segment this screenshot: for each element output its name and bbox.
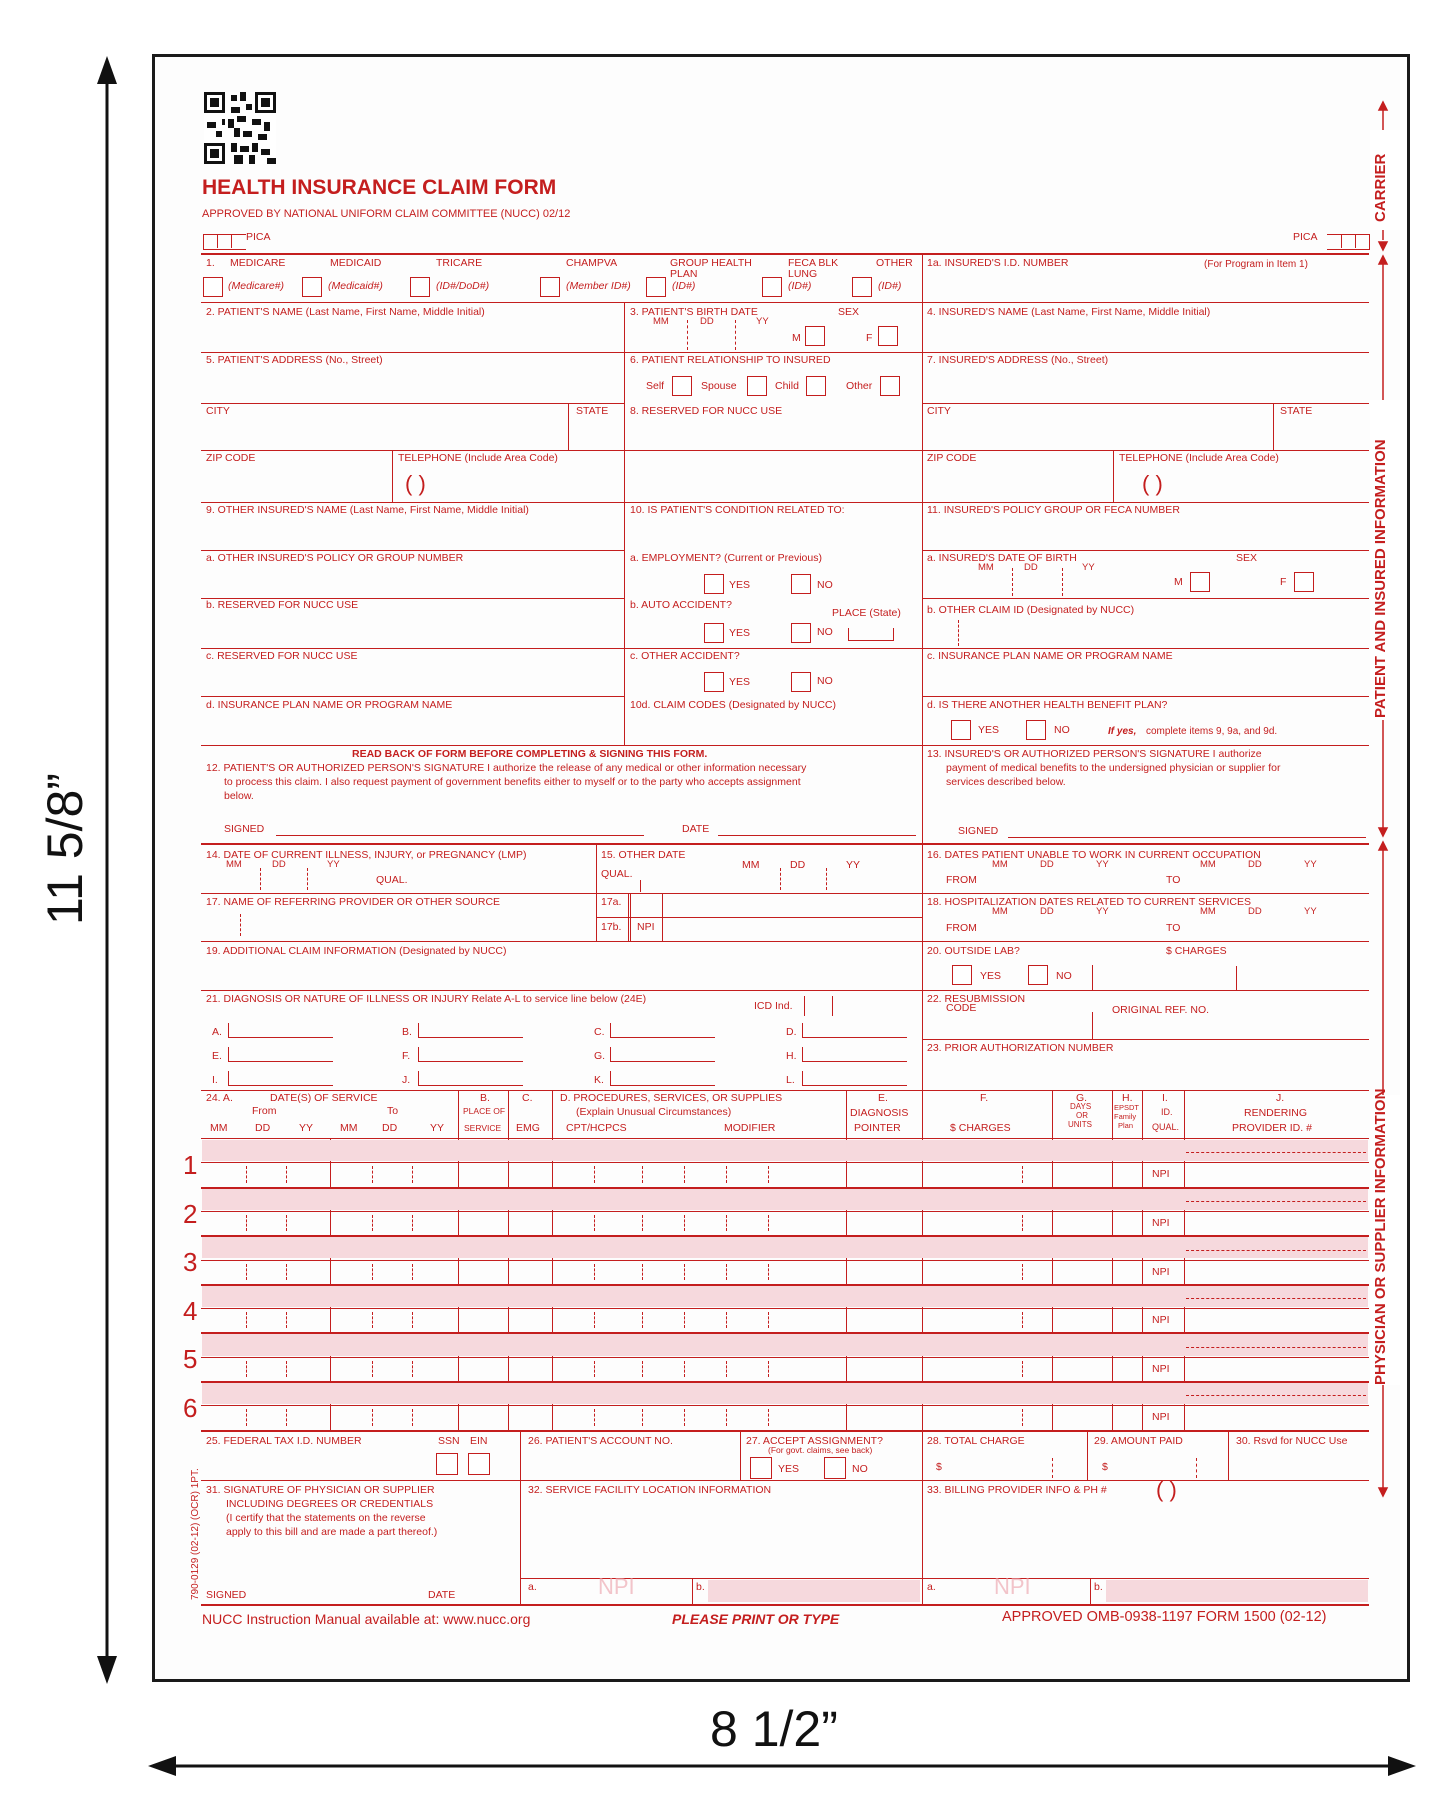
height-dimension-label: 11 5/8”: [37, 773, 93, 925]
patient-zip-label: ZIP CODE: [206, 452, 256, 464]
auto-yes: YES: [729, 627, 751, 639]
feca-checkbox[interactable]: [762, 277, 782, 297]
f14-mm: MM: [226, 859, 242, 870]
sig12-line1: 12. PATIENT'S OR AUTHORIZED PERSON'S SIGNATURE I authorize the release of any medical or other information necessary: [206, 762, 807, 774]
diagnosis-letter: H.: [786, 1050, 797, 1062]
other-claim-id-label: b. OTHER CLAIM ID (Designated by NUCC): [927, 604, 1135, 616]
col-j3: PROVIDER ID. #: [1232, 1122, 1312, 1134]
col-i2: ID.: [1161, 1107, 1173, 1117]
other-policy-label: a. OTHER INSURED'S POLICY OR GROUP NUMBER: [206, 552, 464, 564]
patient-female-checkbox[interactable]: [878, 326, 898, 346]
f14-qual: QUAL.: [376, 874, 408, 886]
sig31-line2: INCLUDING DEGREES OR CREDENTIALS: [226, 1498, 434, 1510]
f17b-label: 17b.: [601, 921, 622, 933]
insured-id-label: 1a. INSURED'S I.D. NUMBER: [927, 257, 1069, 269]
pica-left-boxes[interactable]: [203, 234, 246, 250]
col-g4: UNITS: [1068, 1120, 1092, 1129]
service-line-number: 2: [183, 1198, 198, 1229]
sig13-line2: payment of medical benefits to the undersigned physician or supplier for: [946, 762, 1281, 774]
sig13-line3: services described below.: [946, 776, 1066, 788]
col-j2: RENDERING: [1244, 1107, 1308, 1119]
billing-b: b.: [1094, 1581, 1103, 1593]
employment-label: a. EMPLOYMENT? (Current or Previous): [630, 552, 822, 564]
patient-side-label: PATIENT AND INSURED INFORMATION: [1372, 439, 1389, 718]
service-line-npi-label: NPI: [1152, 1216, 1170, 1229]
outside-lab-label: 20. OUTSIDE LAB?: [927, 945, 1020, 957]
service-line-npi-label: NPI: [1152, 1411, 1170, 1424]
f17b-npi: NPI: [637, 921, 655, 933]
col-f: F.: [980, 1092, 989, 1104]
diagnosis-field[interactable]: [802, 1071, 907, 1086]
col-f2: $ CHARGES: [950, 1122, 1011, 1134]
accept-assignment-label: 27. ACCEPT ASSIGNMENT?: [746, 1435, 883, 1447]
patient-name-label: 2. PATIENT'S NAME (Last Name, First Name, Middle Initial): [206, 306, 485, 318]
sig12-line2: to process this claim. I also request payment of government benefits either to myself or to the party who accepts assignment: [224, 776, 801, 788]
if-yes-note: complete items 9, 9a, and 9d.: [1146, 726, 1278, 737]
diagnosis-letter: K.: [594, 1074, 604, 1086]
prior-auth-label: 23. PRIOR AUTHORIZATION NUMBER: [927, 1042, 1114, 1054]
original-ref-label: ORIGINAL REF. NO.: [1112, 1004, 1210, 1016]
width-dimension-label: 8 1/2”: [710, 1701, 838, 1757]
additional-info-label: 19. ADDITIONAL CLAIM INFORMATION (Designated by NUCC): [206, 945, 507, 957]
col-from-dd: DD: [255, 1122, 271, 1134]
group-health-plan-label: GROUP HEALTH PLAN: [670, 257, 752, 280]
form-code-label: 790-0129 (02-12) (OCR) 1PT.: [190, 1468, 201, 1600]
col-g: G.: [1076, 1092, 1088, 1104]
service-line-supplemental-shade[interactable]: [202, 1140, 1368, 1161]
col-from-mm: MM: [210, 1122, 228, 1134]
billing-a: a.: [927, 1581, 936, 1593]
patient-city-label: CITY: [206, 405, 230, 417]
rel-other: Other: [846, 380, 873, 392]
sig31-line3: (I certify that the statements on the reverse: [226, 1512, 426, 1524]
diagnosis-field[interactable]: [418, 1023, 523, 1038]
carrier-side-label: CARRIER: [1372, 153, 1389, 222]
diagnosis-field[interactable]: [802, 1047, 907, 1062]
outside-lab-yes: YES: [980, 970, 1002, 982]
col-24a: 24. A.: [206, 1092, 233, 1104]
idob-yy: YY: [1082, 562, 1095, 573]
other-date-label: 15. OTHER DATE: [601, 849, 686, 861]
resubmission-code-label: CODE: [946, 1002, 977, 1014]
service-line-number: 1: [183, 1150, 198, 1180]
bd-mm: MM: [653, 316, 669, 327]
outside-lab-no: NO: [1056, 970, 1072, 982]
f15-yy: YY: [846, 859, 861, 871]
current-illness-label: 14. DATE OF CURRENT ILLNESS, INJURY, or PREGNANCY (LMP): [206, 849, 527, 861]
service-line-number: 3: [183, 1247, 198, 1278]
f16-to-yy: YY: [1304, 859, 1317, 870]
insured-city-label: CITY: [927, 405, 951, 417]
diagnosis-field[interactable]: [418, 1047, 523, 1062]
service-line-npi-label: NPI: [1152, 1362, 1170, 1375]
service-line-entry[interactable]: [202, 1358, 1368, 1380]
col-h4: Plan: [1118, 1121, 1134, 1130]
diagnosis-field[interactable]: [802, 1023, 907, 1038]
other-accident-no-checkbox[interactable]: [791, 672, 811, 692]
col-d: D. PROCEDURES, SERVICES, OR SUPPLIES: [560, 1092, 783, 1104]
for-program-label: (For Program in Item 1): [1204, 259, 1308, 270]
patient-sex-label: SEX: [838, 306, 860, 318]
service-line-entry[interactable]: [202, 1261, 1368, 1283]
col-h3: Family: [1114, 1112, 1137, 1121]
service-line-entry[interactable]: [202, 1212, 1368, 1234]
col-cpt: CPT/HCPCS: [566, 1122, 627, 1134]
service-line-npi-label: NPI: [1152, 1168, 1170, 1181]
other-accident-no: NO: [817, 675, 833, 687]
col-h: H.: [1122, 1092, 1133, 1104]
col-c: C.: [522, 1092, 533, 1104]
insured-male-checkbox[interactable]: [1190, 572, 1210, 592]
insured-address-label: 7. INSURED'S ADDRESS (No., Street): [927, 354, 1109, 366]
idob-mm: MM: [978, 562, 994, 573]
auto-no-checkbox[interactable]: [791, 623, 811, 643]
feca-id: (ID#): [788, 280, 812, 292]
col-to: To: [387, 1105, 399, 1117]
diagnosis-letter: J.: [402, 1074, 411, 1086]
sig13-line1: 13. INSURED'S OR AUTHORIZED PERSON'S SIGNATURE I authorize: [927, 748, 1262, 760]
patient-sex-m: M: [792, 332, 801, 344]
insured-zip-label: ZIP CODE: [927, 452, 977, 464]
rel-other-checkbox[interactable]: [880, 376, 900, 396]
outside-lab-yes-checkbox[interactable]: [952, 965, 972, 985]
billing-area-code-paren: ( ): [1156, 1477, 1177, 1502]
icd-ind-label: ICD Ind.: [754, 1000, 793, 1012]
patient-sex-f: F: [866, 332, 873, 344]
col-emg: EMG: [516, 1122, 540, 1134]
outside-lab-charges-label: $ CHARGES: [1166, 945, 1227, 957]
other-accident-yes-checkbox[interactable]: [704, 672, 724, 692]
group-health-id: (ID#): [672, 280, 696, 292]
col-e3: POINTER: [854, 1122, 901, 1134]
f18-from-mm: MM: [992, 906, 1008, 917]
accept-yes-checkbox[interactable]: [750, 1457, 772, 1479]
medicaid-label: MEDICAID: [330, 257, 382, 269]
service-line-number: 6: [183, 1393, 198, 1423]
diagnosis-letter: D.: [786, 1026, 797, 1038]
employment-yes-checkbox[interactable]: [704, 574, 724, 594]
f17a-label: 17a.: [601, 896, 622, 908]
sig31-date: DATE: [428, 1589, 456, 1601]
amount-paid-dollar: $: [1102, 1461, 1108, 1473]
accept-assignment-note: (For govt. claims, see back): [768, 1445, 873, 1455]
other-program-id: (ID#): [878, 280, 902, 292]
diagnosis-letter: F.: [402, 1050, 411, 1062]
diagnosis-label: 21. DIAGNOSIS OR NATURE OF ILLNESS OR INJURY Relate A-L to service line below (24E): [206, 993, 647, 1005]
col-g3: OR: [1076, 1111, 1088, 1120]
footer-print-or-type: PLEASE PRINT OR TYPE: [672, 1611, 840, 1627]
accept-no-checkbox[interactable]: [824, 1457, 846, 1479]
outside-lab-no-checkbox[interactable]: [1028, 965, 1048, 985]
rel-spouse: Spouse: [701, 380, 737, 392]
reserved-9c-label: c. RESERVED FOR NUCC USE: [206, 650, 358, 662]
col-h2: EPSDT: [1114, 1103, 1140, 1112]
col-b: B.: [480, 1092, 490, 1104]
insured-sex-f: F: [1280, 576, 1287, 588]
rel-child: Child: [775, 380, 799, 392]
total-charge-label: 28. TOTAL CHARGE: [927, 1435, 1025, 1447]
sig12-signature-line[interactable]: [276, 835, 644, 836]
claim-codes-label: 10d. CLAIM CODES (Designated by NUCC): [630, 699, 836, 711]
diagnosis-field[interactable]: [610, 1047, 715, 1062]
accept-no: NO: [852, 1463, 868, 1475]
approved-nucc: APPROVED BY NATIONAL UNIFORM CLAIM COMMITTEE (NUCC) 02/12: [202, 208, 571, 220]
diagnosis-letter: G.: [594, 1050, 606, 1062]
col-from: From: [252, 1105, 277, 1117]
sig12-date-label: DATE: [682, 823, 710, 835]
col-i: I.: [1162, 1092, 1168, 1104]
ssn-checkbox[interactable]: [436, 1453, 458, 1475]
f16-from-dd: DD: [1040, 859, 1054, 870]
service-line-number: 5: [183, 1344, 198, 1375]
f15-dd: DD: [790, 859, 806, 871]
medicare-label: MEDICARE: [230, 257, 286, 269]
patient-area-code-paren: ( ): [405, 471, 426, 496]
sig31-line4: apply to this bill and are made a part thereof.): [226, 1526, 438, 1538]
service-line-supplemental-shade[interactable]: [202, 1383, 1368, 1404]
another-plan-no: NO: [1054, 724, 1070, 736]
facility-location-label: 32. SERVICE FACILITY LOCATION INFORMATION: [528, 1484, 772, 1496]
service-line-supplemental-shade[interactable]: [202, 1237, 1368, 1258]
service-line-npi-label: NPI: [1152, 1265, 1170, 1278]
champva-label: CHAMPVA: [566, 257, 618, 269]
f14-dd: DD: [272, 859, 286, 870]
f18-from-dd: DD: [1040, 906, 1054, 917]
sig31-line1: 31. SIGNATURE OF PHYSICIAN OR SUPPLIER: [206, 1484, 435, 1496]
group-health-checkbox[interactable]: [646, 277, 666, 297]
col-g2: DAYS: [1070, 1102, 1092, 1111]
f18-to-dd: DD: [1248, 906, 1262, 917]
patient-state-label: STATE: [576, 405, 609, 417]
auto-state-field[interactable]: [848, 628, 894, 641]
col-from-yy: YY: [299, 1122, 314, 1134]
other-accident-label: c. OTHER ACCIDENT?: [630, 650, 740, 662]
ein-label: EIN: [470, 1435, 488, 1447]
footer-approved-omb: APPROVED OMB-0938-1197 FORM 1500 (02-12): [1002, 1609, 1327, 1625]
service-line-npi-label: NPI: [1152, 1314, 1170, 1327]
plan-name-11c-label: c. INSURANCE PLAN NAME OR PROGRAM NAME: [927, 650, 1173, 662]
service-line-entry[interactable]: [202, 1406, 1368, 1428]
champva-id: (Member ID#): [566, 280, 631, 292]
rel-self-checkbox[interactable]: [672, 376, 692, 396]
facility-a: a.: [528, 1581, 537, 1593]
if-yes-label: If yes,: [1108, 726, 1137, 737]
rsvd-nucc-label: 30. Rsvd for NUCC Use: [1236, 1435, 1348, 1447]
col-to-dd: DD: [382, 1122, 398, 1134]
billing-npi-watermark: NPI: [994, 1574, 1031, 1599]
insured-state-label: STATE: [1280, 405, 1313, 417]
f18-from-yy: YY: [1096, 906, 1109, 917]
diagnosis-letter: B.: [402, 1026, 412, 1038]
f18-to-mm: MM: [1200, 906, 1216, 917]
ein-checkbox[interactable]: [468, 1453, 490, 1475]
f16-to-dd: DD: [1248, 859, 1262, 870]
f16-from-mm: MM: [992, 859, 1008, 870]
reserved-nucc-8-label: 8. RESERVED FOR NUCC USE: [630, 405, 783, 417]
feca-label: FECA BLK LUNG: [788, 257, 839, 280]
f16-to-mm: MM: [1200, 859, 1216, 870]
insured-dob-label: a. INSURED'S DATE OF BIRTH: [927, 552, 1077, 564]
box1-label: 1.: [206, 257, 215, 269]
reserved-9b-label: b. RESERVED FOR NUCC USE: [206, 599, 359, 611]
qr-code-icon: [204, 92, 276, 164]
insured-female-checkbox[interactable]: [1294, 572, 1314, 592]
other-insured-name-label: 9. OTHER INSURED'S NAME (Last Name, First Name, Middle Initial): [206, 504, 529, 516]
f15-mm: MM: [742, 859, 760, 871]
service-line-number: 4: [183, 1295, 198, 1326]
relationship-label: 6. PATIENT RELATIONSHIP TO INSURED: [630, 354, 831, 366]
tax-id-label: 25. FEDERAL TAX I.D. NUMBER: [206, 1435, 362, 1447]
hospitalization-label: 18. HOSPITALIZATION DATES RELATED TO CURRENT SERVICES: [927, 896, 1252, 908]
auto-no: NO: [817, 626, 833, 638]
insured-name-label: 4. INSURED'S NAME (Last Name, First Name, Middle Initial): [927, 306, 1211, 318]
rel-child-checkbox[interactable]: [806, 376, 826, 396]
billing-provider-label: 33. BILLING PROVIDER INFO & PH #: [927, 1484, 1107, 1496]
place-state-label: PLACE (State): [832, 607, 901, 619]
insured-phone-label: TELEPHONE (Include Area Code): [1119, 452, 1279, 464]
diagnosis-field[interactable]: [610, 1071, 715, 1086]
another-plan-no-checkbox[interactable]: [1026, 720, 1046, 740]
facility-b: b.: [696, 1581, 705, 1593]
diagnosis-field[interactable]: [228, 1023, 333, 1038]
total-charge-dollar: $: [936, 1461, 942, 1473]
champva-checkbox[interactable]: [540, 277, 560, 297]
col-j: J.: [1276, 1092, 1285, 1104]
bd-yy: YY: [756, 316, 769, 327]
other-accident-yes: YES: [729, 676, 751, 688]
employment-no: NO: [817, 579, 833, 591]
referring-provider-label: 17. NAME OF REFERRING PROVIDER OR OTHER SOURCE: [206, 896, 501, 908]
account-no-label: 26. PATIENT'S ACCOUNT NO.: [528, 1435, 673, 1447]
another-plan-yes: YES: [978, 724, 1000, 736]
f18-to: TO: [1166, 922, 1181, 934]
col-e: E.: [878, 1092, 888, 1104]
sig13-signature-line[interactable]: [1008, 837, 1366, 838]
f16-to: TO: [1166, 874, 1181, 886]
patient-phone-label: TELEPHONE (Include Area Code): [398, 452, 558, 464]
col-modifier: MODIFIER: [724, 1122, 776, 1134]
col-to-yy: YY: [430, 1122, 445, 1134]
employment-yes: YES: [729, 579, 751, 591]
service-line-supplemental-shade[interactable]: [202, 1286, 1368, 1307]
policy-group-label: 11. INSURED'S POLICY GROUP OR FECA NUMBER: [927, 504, 1180, 516]
sig13-signed-label: SIGNED: [958, 825, 999, 837]
unable-work-label: 16. DATES PATIENT UNABLE TO WORK IN CURRENT OCCUPATION: [927, 849, 1261, 861]
diagnosis-field[interactable]: [610, 1023, 715, 1038]
insured-sex-label: SEX: [1236, 552, 1258, 564]
employment-no-checkbox[interactable]: [791, 574, 811, 594]
col-to-mm: MM: [340, 1122, 358, 1134]
f16-from: FROM: [946, 874, 977, 886]
condition-related-label: 10. IS PATIENT'S CONDITION RELATED TO:: [630, 504, 845, 516]
facility-npi-watermark: NPI: [598, 1574, 635, 1599]
f14-yy: YY: [327, 859, 340, 870]
rel-self: Self: [646, 380, 665, 392]
diagnosis-field[interactable]: [228, 1071, 333, 1086]
read-back-notice: READ BACK OF FORM BEFORE COMPLETING & SIGNING THIS FORM.: [352, 748, 708, 760]
rel-spouse-checkbox[interactable]: [747, 376, 767, 396]
service-line-entry[interactable]: [202, 1163, 1368, 1185]
accept-yes: YES: [778, 1463, 800, 1475]
sig12-line3: below.: [224, 790, 254, 802]
col-place1: PLACE OF: [463, 1106, 506, 1116]
idob-dd: DD: [1024, 562, 1038, 573]
auto-yes-checkbox[interactable]: [704, 623, 724, 643]
service-line-supplemental-shade[interactable]: [202, 1189, 1368, 1210]
resubmission-label: 22. RESUBMISSION: [927, 993, 1026, 1005]
amount-paid-label: 29. AMOUNT PAID: [1094, 1435, 1183, 1447]
col-dates-service: DATE(S) OF SERVICE: [270, 1092, 378, 1104]
birth-date-label: 3. PATIENT'S BIRTH DATE: [630, 306, 758, 318]
f18-from: FROM: [946, 922, 977, 934]
pica-right-boxes[interactable]: [1327, 234, 1370, 250]
medicaid-id: (Medicaid#): [328, 280, 383, 292]
pica-left-label: PICA: [246, 231, 271, 243]
physician-side-label: PHYSICIAN OR SUPPLIER INFORMATION: [1372, 1088, 1389, 1385]
f18-to-yy: YY: [1304, 906, 1317, 917]
medicare-checkbox[interactable]: [203, 277, 223, 297]
col-place2: SERVICE: [464, 1123, 502, 1133]
diagnosis-letter: A.: [212, 1026, 222, 1038]
pica-right-label: PICA: [1293, 231, 1318, 243]
tricare-checkbox[interactable]: [410, 277, 430, 297]
diagnosis-field[interactable]: [228, 1047, 333, 1062]
sig31-signed: SIGNED: [206, 1589, 247, 1601]
medicare-id: (Medicare#): [228, 280, 285, 292]
col-d2: (Explain Unusual Circumstances): [576, 1106, 732, 1118]
col-i3: QUAL.: [1152, 1122, 1180, 1132]
other-program-label: OTHER: [876, 257, 913, 269]
ssn-label: SSN: [438, 1435, 460, 1447]
diagnosis-field[interactable]: [418, 1071, 523, 1086]
service-line-supplemental-shade[interactable]: [202, 1334, 1368, 1355]
bd-dd: DD: [700, 316, 714, 327]
diagnosis-letter: I.: [212, 1074, 218, 1086]
other-program-checkbox[interactable]: [852, 277, 872, 297]
sig12-date-line[interactable]: [718, 835, 916, 836]
form-title: HEALTH INSURANCE CLAIM FORM: [202, 176, 557, 199]
tricare-label: TRICARE: [436, 257, 483, 269]
auto-accident-label: b. AUTO ACCIDENT?: [630, 599, 732, 611]
f16-from-yy: YY: [1096, 859, 1109, 870]
patient-male-checkbox[interactable]: [805, 326, 825, 346]
diagnosis-letter: E.: [212, 1050, 222, 1062]
plan-name-9d-label: d. INSURANCE PLAN NAME OR PROGRAM NAME: [206, 699, 453, 711]
insured-sex-m: M: [1174, 576, 1183, 588]
diagnosis-letter: L.: [786, 1074, 795, 1086]
sig12-signed-label: SIGNED: [224, 823, 265, 835]
footer-manual: NUCC Instruction Manual available at: www.nucc.org: [202, 1611, 531, 1627]
tricare-id: (ID#/DoD#): [436, 280, 490, 292]
service-line-entry[interactable]: [202, 1309, 1368, 1331]
another-plan-yes-checkbox[interactable]: [951, 720, 971, 740]
f15-qual: QUAL.: [601, 868, 633, 880]
medicaid-checkbox[interactable]: [302, 277, 322, 297]
patient-address-label: 5. PATIENT'S ADDRESS (No., Street): [206, 354, 383, 366]
insured-area-code-paren: ( ): [1142, 471, 1163, 496]
another-plan-label: d. IS THERE ANOTHER HEALTH BENEFIT PLAN?: [927, 699, 1168, 711]
col-e2: DIAGNOSIS: [850, 1107, 909, 1119]
diagnosis-letter: C.: [594, 1026, 605, 1038]
